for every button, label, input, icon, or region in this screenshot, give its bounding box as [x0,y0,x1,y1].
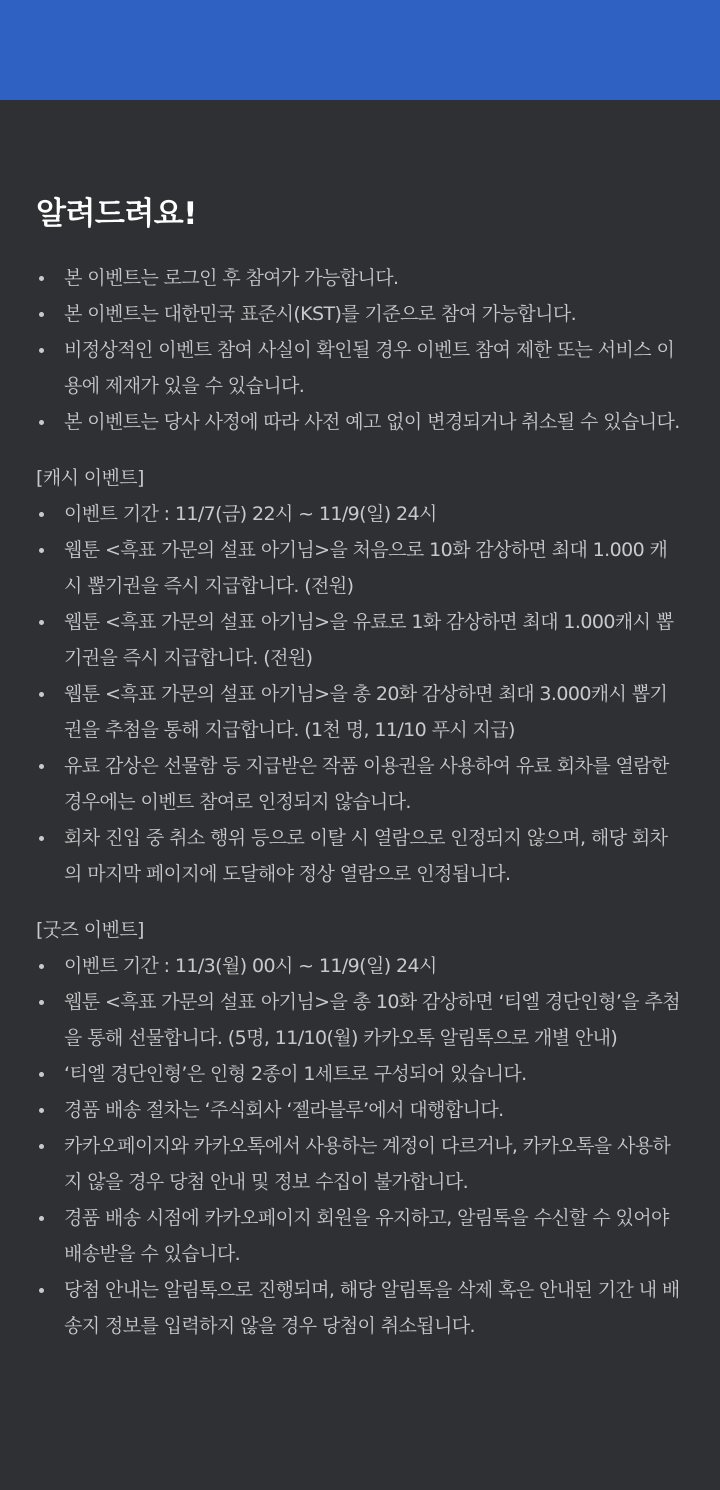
goods-event-label: [굿즈 이벤트] [36,919,144,941]
list-item: 웹툰 <흑표 가문의 설표 아기님>을 처음으로 10화 감상하면 최대 1.000 캐시 뽑기권을 즉시 지급합니다. (전원) [36,532,684,604]
list-item: ‘티엘 경단인형’은 인형 2종이 1세트로 구성되어 있습니다. [36,1056,684,1092]
list-item: 웹툰 <흑표 가문의 설표 아기님>을 총 10화 감상하면 ‘티엘 경단인형’을 추첨을 통해 선물합니다. (5명, 11/10(월) 카카오톡 알림톡으로 개별 안내) [36,984,684,1056]
list-item: 비정상적인 이벤트 참여 사실이 확인될 경우 이벤트 참여 제한 또는 서비스 이용에 제재가 있을 수 있습니다. [36,332,684,404]
list-item: 경품 배송 절차는 ‘주식회사 ‘젤라블루’에서 대행합니다. [36,1092,684,1128]
general-notice-list [36,260,684,440]
notice-section [0,100,720,1344]
list-item: 당첨 안내는 알림톡으로 진행되며, 해당 알림톡을 삭제 혹은 안내된 기간 내 배송지 정보를 입력하지 않을 경우 당첨이 취소됩니다. [36,1272,684,1344]
list-item: 이벤트 기간 : 11/3(월) 00시 ~ 11/9(일) 24시 [36,948,684,984]
notice-title: 알려드려요! [36,196,197,232]
list-item: 웹툰 <흑표 가문의 설표 아기님>을 유료로 1화 감상하면 최대 1.000캐시 뽑기권을 즉시 지급합니다. (전원) [36,604,684,676]
list-item: 회차 진입 중 취소 행위 등으로 이탈 시 열람으로 인정되지 않으며, 해당 회차의 마지막 페이지에 도달해야 정상 열람으로 인정됩니다. [36,820,684,892]
list-item: 카카오페이지와 카카오톡에서 사용하는 계정이 다르거나, 카카오톡을 사용하지 않을 경우 당첨 안내 및 정보 수집이 불가합니다. [36,1128,684,1200]
list-item: 웹툰 <흑표 가문의 설표 아기님>을 총 20화 감상하면 최대 3.000캐시 뽑기권을 추첨을 통해 지급합니다. (1천 명, 11/10 푸시 지급) [36,676,684,748]
goods-event-list [36,948,684,1344]
list-item: 이벤트 기간 : 11/7(금) 22시 ~ 11/9(일) 24시 [36,496,684,532]
list-item: 본 이벤트는 로그인 후 참여가 가능합니다. [36,260,684,296]
cash-event-list [36,496,684,892]
top-banner [0,0,720,100]
list-item: 본 이벤트는 대한민국 표준시(KST)를 기준으로 참여 가능합니다. [36,296,684,332]
list-item: 유료 감상은 선물함 등 지급받은 작품 이용권을 사용하여 유료 회차를 열람한 경우에는 이벤트 참여로 인정되지 않습니다. [36,748,684,820]
list-item: 경품 배송 시점에 카카오페이지 회원을 유지하고, 알림톡을 수신할 수 있어야 배송받을 수 있습니다. [36,1200,684,1272]
list-item: 본 이벤트는 당사 사정에 따라 사전 예고 없이 변경되거나 취소될 수 있습니다. [36,404,684,440]
cash-event-label: [캐시 이벤트] [36,467,144,489]
